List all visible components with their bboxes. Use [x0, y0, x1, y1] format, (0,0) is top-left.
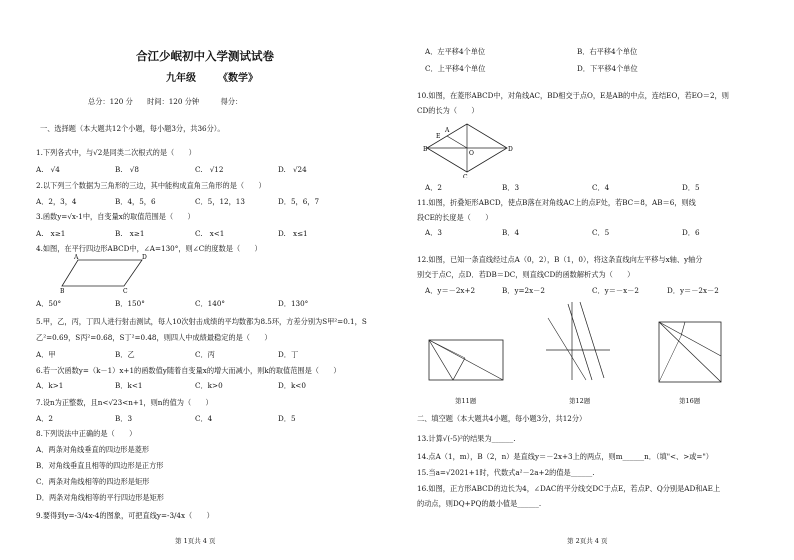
section-2-heading: 二、填空题（本大题共4小题，每小题3分，共12分） — [417, 414, 587, 423]
q11-opt-c: C．5 — [592, 228, 610, 237]
q2-opt-d: D．5，6，7 — [278, 197, 320, 206]
q1-opt-d: D. √24 — [278, 165, 307, 174]
q10-label-b: B — [423, 146, 428, 153]
q5-opt-a: A．甲 — [36, 350, 56, 359]
q16-stem-line2: 的动点，则DQ+PQ的最小值是______. — [417, 499, 542, 508]
q11-stem-line2: 段CE的长度是（ ） — [417, 213, 493, 222]
q9-stem: 9.要得到y=-3/4x-4的图象，可把直线y=-3/4x（ ） — [36, 511, 214, 520]
q10-stem-line2: CD的长为（ ） — [417, 106, 479, 115]
q12-stem-line1: 12.如图，已知一条直线经过点A（0，2），B（1，0），将这条直线向左平移与x轴、y轴分 — [417, 255, 703, 264]
q3-opt-c: C. x<1 — [195, 229, 225, 238]
exam-page-2 — [397, 0, 794, 560]
q12-opt-d: D．y＝－2x－2 — [667, 286, 719, 295]
q1-opt-c: C. √12 — [195, 165, 224, 174]
q6-opt-d: D．k<0 — [278, 381, 306, 390]
q10-label-o: O — [469, 150, 474, 157]
q13-stem: 13.计算√(-5)²的结果为______. — [417, 434, 516, 443]
q9-opt-c: C．上平移4个单位 — [425, 64, 486, 73]
q2-opt-a: A．2，3，4 — [36, 197, 77, 206]
q5-opt-c: C．丙 — [195, 350, 215, 359]
q4-opt-c: C．140° — [195, 299, 225, 308]
q10-opt-c: C．4 — [592, 183, 610, 192]
q5-opt-d: D．丁 — [278, 350, 299, 359]
q6-stem: 6.若一次函数y=（k－1）x+1的函数值y随着自变量x的增大而减小，则k的取值范围是（ ） — [36, 366, 341, 375]
q9-opt-a: A．左平移4个单位 — [425, 47, 486, 56]
q4-label-b: B — [60, 288, 65, 294]
q1-opt-b: B. √8 — [115, 165, 139, 174]
q5-opt-b: B．乙 — [115, 350, 135, 359]
q10-stem-line1: 10.如图，在菱形ABCD中，对角线AC，BD相交于点O，E是AB的中点，连结EO，若EO＝2，则 — [417, 91, 729, 100]
q4-label-a: A — [74, 254, 79, 261]
q2-opt-c: C．5，12，13 — [195, 197, 245, 206]
q8-opt-b: B．对角线垂直且相等的四边形是正方形 — [36, 461, 164, 470]
q10-opt-b: B．3 — [502, 183, 520, 192]
q3-stem: 3.函数y=√x-1中，自变量x的取值范围是（ ） — [36, 212, 195, 221]
q4-opt-d: D．130° — [278, 299, 309, 308]
section-1-heading: 一、选择题（本大题共12个小题，每小题3分，共36分）。 — [40, 124, 225, 133]
q1-stem: 1.下列各式中，与√2是同类二次根式的是（ ） — [36, 148, 196, 157]
exam-title: 合江少岷初中入学测试试卷 — [136, 49, 274, 63]
q4-label-d: D — [142, 254, 147, 261]
page-2-footer: 第 2页共 4 页 — [567, 537, 608, 545]
q7-stem: 7.设n为正整数，且n<√23<n+1，则n的值为（ ） — [36, 398, 213, 407]
q3-opt-a: A. x≥1 — [36, 229, 66, 238]
q8-opt-d: D．两条对角线相等的平行四边形是矩形 — [36, 493, 164, 502]
q10-label-d: D — [508, 146, 513, 153]
q7-opt-b: B．3 — [115, 414, 133, 423]
q2-stem: 2.以下列三个数据为三角形的三边，其中能构成直角三角形的是（ ） — [36, 181, 266, 190]
q10-opt-a: A．2 — [425, 183, 442, 192]
q12-opt-b: B．y=2x－2 — [502, 286, 545, 295]
fig11-rectangle-figure — [425, 334, 507, 386]
q14-stem: 14.点A（1，m），B（2，n）是直线y＝－2x+3上的两点，则m______n．（填"<、>或="） — [417, 452, 713, 461]
q8-stem: 8.下列说法中正确的是（ ） — [36, 429, 137, 438]
q11-stem-line1: 11.如图，折叠矩形ABCD，使点B落在对角线AC上的点F处，若BC＝8，AB＝6，则线 — [417, 198, 696, 207]
exam-grade: 九年级 — [166, 73, 196, 84]
q15-stem: 15.当a=√2021+1时，代数式a²－2a+2的值是______. — [417, 468, 595, 477]
q6-opt-a: A．k>1 — [36, 381, 64, 390]
q1-opt-a: A. √4 — [36, 165, 60, 174]
q12-opt-a: A．y＝－2x+2 — [425, 286, 476, 295]
q5-stem-line2: 乙²=0.69，S丙²=0.68，S丁²=0.48，则四人中成绩最稳定的是（ ） — [36, 333, 272, 342]
fig16-caption: 第16题 — [679, 397, 701, 405]
q4-opt-b: B．150° — [115, 299, 145, 308]
fig12-caption: 第12题 — [569, 397, 591, 405]
q4-parallelogram-figure — [60, 252, 150, 294]
q7-opt-c: C．4 — [195, 414, 213, 423]
q10-label-c: C — [463, 174, 468, 178]
q6-opt-b: B．k<1 — [115, 381, 143, 390]
q10-opt-d: D．5 — [682, 183, 700, 192]
q16-stem-line1: 16.如图，正方形ABCD的边长为4，∠DAC的平分线交DC于点E，若点P、Q分别是AD和AE上 — [417, 484, 721, 493]
q3-opt-b: B. x≥1 — [115, 229, 145, 238]
q12-opt-c: C．y＝－x－2 — [592, 286, 639, 295]
q2-opt-b: B．4，5，6 — [115, 197, 156, 206]
exam-meta: 总分：120 分 时间：120 分钟 得分： — [88, 97, 243, 106]
q12-stem-line2: 别交于点C，点D．若DB＝DC，则直线CD的函数解析式为（ ） — [417, 270, 635, 279]
q9-opt-b: B．右平移4个单位 — [577, 47, 638, 56]
q11-opt-a: A．3 — [425, 228, 442, 237]
q7-opt-a: A．2 — [36, 414, 53, 423]
q11-opt-b: B．4 — [502, 228, 520, 237]
q10-label-e: E — [436, 133, 441, 140]
q11-opt-d: D．6 — [682, 228, 700, 237]
q4-label-c: C — [123, 288, 128, 294]
fig11-caption: 第11题 — [455, 397, 477, 405]
q9-opt-d: D．下平移4个单位 — [577, 64, 638, 73]
exam-subject: 《数学》 — [218, 73, 258, 84]
q4-stem: 4.如图，在平行四边形ABCD中，∠A=130°，则∠C的度数是（ ） — [36, 244, 262, 253]
q3-opt-d: D. x≤1 — [278, 229, 308, 238]
q8-opt-a: A．两条对角线垂直的四边形是菱形 — [36, 445, 150, 454]
q7-opt-d: D．5 — [278, 414, 296, 423]
fig16-square-figure — [653, 316, 729, 386]
q10-rhombus-figure — [423, 118, 513, 178]
q10-label-a: A — [445, 127, 450, 134]
q6-opt-c: C．k>0 — [195, 381, 223, 390]
q8-opt-c: C．两条对角线相等的四边形是矩形 — [36, 477, 150, 486]
page-1-footer: 第 1页共 4 页 — [175, 537, 216, 545]
q4-opt-a: A．50° — [36, 299, 62, 308]
fig12-coordinate-figure — [542, 298, 612, 382]
q5-stem-line1: 5.甲，乙，丙，丁四人进行射击测试，每人10次射击成绩的平均数都为8.5环，方差分别为S甲²=0.1，S — [36, 317, 367, 326]
